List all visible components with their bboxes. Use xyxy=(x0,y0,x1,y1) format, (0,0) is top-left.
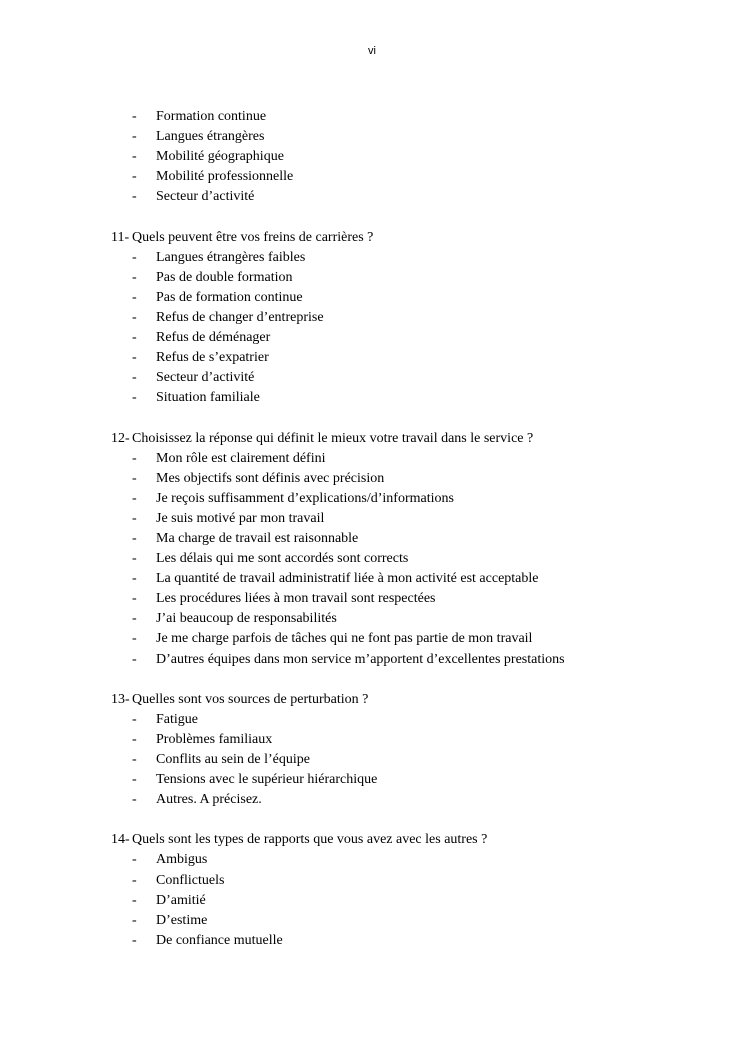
question-block xyxy=(111,830,711,951)
list-item xyxy=(111,248,711,268)
list-item-text: J’ai beaucoup de responsabilités xyxy=(156,611,337,627)
list-item xyxy=(111,609,711,629)
bullet-dash: - xyxy=(132,289,137,305)
question-text: Choisissez la réponse qui définit le mieux votre travail dans le service ? xyxy=(132,430,534,446)
bullet-dash: - xyxy=(132,551,137,567)
list-item xyxy=(111,449,711,469)
list-item-text: Je me charge parfois de tâches qui ne font pas partie de mon travail xyxy=(156,631,533,647)
bullet-dash: - xyxy=(132,611,137,627)
list-item xyxy=(111,710,711,730)
list-item xyxy=(111,931,711,951)
question-number: 13- xyxy=(111,691,130,707)
bullet-dash: - xyxy=(132,852,137,868)
question-block xyxy=(111,228,711,409)
bullet-dash: - xyxy=(132,912,137,928)
list-item xyxy=(111,650,711,670)
list-item xyxy=(111,107,711,127)
list-item-text: D’amitié xyxy=(156,892,206,908)
list-item xyxy=(111,549,711,569)
list-item-text: Mon rôle est clairement défini xyxy=(156,450,326,466)
list-item-text: Refus de s’expatrier xyxy=(156,350,269,366)
bullet-dash: - xyxy=(132,109,137,124)
list-item xyxy=(111,730,711,750)
list-item-text: D’autres équipes dans mon service m’apportent d’excellentes prestations xyxy=(156,651,565,667)
bullet-dash: - xyxy=(132,470,137,486)
list-item-text: La quantité de travail administratif liée à mon activité est acceptable xyxy=(156,571,539,587)
list-item xyxy=(111,328,711,348)
question-heading xyxy=(111,429,711,449)
spacer xyxy=(111,207,711,227)
list-item xyxy=(111,127,711,147)
list-item-text: Langues étrangères faibles xyxy=(156,249,306,265)
question-heading xyxy=(111,830,711,850)
question-text: Quels peuvent être vos freins de carrières ? xyxy=(132,229,374,245)
list-item xyxy=(111,569,711,589)
list-item xyxy=(111,529,711,549)
bullet-dash: - xyxy=(132,249,137,265)
question-text: Quels sont les types de rapports que vous avez avec les autres ? xyxy=(132,832,488,848)
list-item-text: Refus de déménager xyxy=(156,330,271,346)
bullet-dash: - xyxy=(132,189,137,205)
bullet-dash: - xyxy=(132,390,137,406)
bullet-dash: - xyxy=(132,772,137,788)
list-item-text: Conflits au sein de l’équipe xyxy=(156,752,310,767)
list-item-text: Je reçois suffisamment d’explications/d’informations xyxy=(156,490,454,506)
list-item-text: Mes objectifs sont définis avec précision xyxy=(156,470,385,486)
list-item xyxy=(111,147,711,167)
question-number: 11- xyxy=(111,229,130,245)
bullet-dash: - xyxy=(132,651,137,667)
list-item-text: Ambigus xyxy=(156,852,208,868)
bullet-dash: - xyxy=(132,892,137,908)
list-item-text: Conflictuels xyxy=(156,872,225,888)
bullet-dash: - xyxy=(132,330,137,346)
list-item xyxy=(111,589,711,609)
list-item xyxy=(111,348,711,368)
list-item-text: D’estime xyxy=(156,912,208,928)
list-item-text: Fatigue xyxy=(156,711,198,727)
list-item xyxy=(111,509,711,529)
list-item-text: Langues étrangères xyxy=(156,129,265,145)
list-item xyxy=(111,891,711,911)
list-item-text: Mobilité professionnelle xyxy=(156,169,294,185)
bullet-dash: - xyxy=(132,752,137,767)
spacer xyxy=(111,810,711,830)
bullet-dash: - xyxy=(132,350,137,366)
question-block xyxy=(111,690,711,811)
question-heading xyxy=(111,228,711,248)
bullet-dash: - xyxy=(132,711,137,727)
list-item xyxy=(111,489,711,509)
bullet-dash: - xyxy=(132,932,137,948)
bullet-dash: - xyxy=(132,370,137,386)
question-number: 14- xyxy=(111,832,130,848)
bullet-dash: - xyxy=(132,631,137,647)
questions-container xyxy=(111,207,711,950)
list-item xyxy=(111,268,711,288)
list-item-text: Tensions avec le supérieur hiérarchique xyxy=(156,772,378,788)
list-item-text: Ma charge de travail est raisonnable xyxy=(156,530,359,546)
bullet-dash: - xyxy=(132,490,137,506)
list-item xyxy=(111,770,711,790)
spacer xyxy=(111,408,711,428)
list-item xyxy=(111,288,711,308)
list-item-text: Problèmes familiaux xyxy=(156,731,273,747)
question-heading xyxy=(111,690,711,710)
bullet-dash: - xyxy=(132,591,137,607)
list-item xyxy=(111,167,711,187)
bullet-dash: - xyxy=(132,571,137,587)
bullet-dash: - xyxy=(132,530,137,546)
list-item-text: Autres. A précisez. xyxy=(156,792,262,808)
bullet-dash: - xyxy=(132,129,137,145)
list-item xyxy=(111,388,711,408)
list-item-text: Situation familiale xyxy=(156,390,260,406)
question-block xyxy=(111,429,711,670)
list-item-text: Refus de changer d’entreprise xyxy=(156,309,324,325)
list-item xyxy=(111,629,711,649)
intro-list xyxy=(111,107,711,207)
list-item-text: Mobilité géographique xyxy=(156,149,284,165)
list-item-text: De confiance mutuelle xyxy=(156,932,283,948)
list-item xyxy=(111,187,711,207)
list-item xyxy=(111,790,711,810)
question-number: 12- xyxy=(111,430,130,446)
list-item xyxy=(111,469,711,489)
spacer xyxy=(111,670,711,690)
list-item-text: Je suis motivé par mon travail xyxy=(156,510,325,526)
questionnaire-content xyxy=(111,107,711,951)
bullet-dash: - xyxy=(132,169,137,185)
list-item-text: Les délais qui me sont accordés sont corrects xyxy=(156,551,409,567)
list-item-text: Formation continue xyxy=(156,109,267,124)
bullet-dash: - xyxy=(132,269,137,285)
bullet-dash: - xyxy=(132,149,137,165)
question-text: Quelles sont vos sources de perturbation ? xyxy=(132,691,369,707)
list-item-text: Pas de formation continue xyxy=(156,289,303,305)
list-item-text: Les procédures liées à mon travail sont respectées xyxy=(156,591,436,607)
list-item xyxy=(111,911,711,931)
bullet-dash: - xyxy=(132,731,137,747)
list-item-text: Secteur d’activité xyxy=(156,370,255,386)
list-item-text: Secteur d’activité xyxy=(156,189,255,205)
list-item xyxy=(111,871,711,891)
bullet-dash: - xyxy=(132,450,137,466)
page-number: vi xyxy=(368,45,376,57)
list-item xyxy=(111,308,711,328)
bullet-dash: - xyxy=(132,510,137,526)
bullet-dash: - xyxy=(132,792,137,808)
list-item-text: Pas de double formation xyxy=(156,269,293,285)
bullet-dash: - xyxy=(132,309,137,325)
list-item xyxy=(111,368,711,388)
list-item xyxy=(111,750,711,770)
list-item xyxy=(111,850,711,870)
bullet-dash: - xyxy=(132,872,137,888)
